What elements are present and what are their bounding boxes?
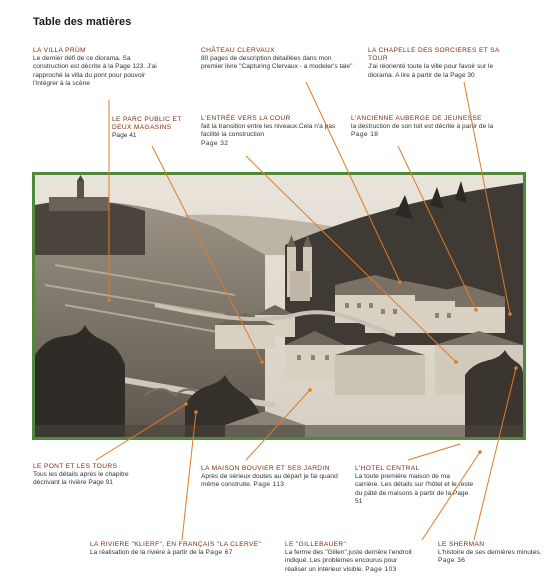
callout-gillebauer — [285, 541, 415, 574]
callout-villa-prum — [33, 47, 161, 88]
leader-hotel — [408, 444, 460, 460]
callout-chateau — [201, 47, 353, 72]
callout-heading: LE "GILLEBAUER" — [285, 541, 347, 548]
callout-text: Le dernier défi de ce diorama. Sa construction est décrite à la Page 123. J'ai rapproché la villa du pont pour pouvoir l'intégrer à la scène — [33, 55, 157, 87]
callout-heading: LE SHERMAN — [438, 541, 485, 548]
callout-text: Tous les détails après le chapitre décrivant la rivière Page 91 — [33, 471, 129, 487]
village-photo — [32, 172, 526, 440]
callout-text: 80 pages de description détaillées dans mon premier livre "Capturing Clervaux - a modeler's tale" — [201, 55, 353, 71]
callout-heading: LA CHAPELLE DES SORCIERES ET SA TOUR — [368, 47, 500, 63]
callout-sherman — [438, 541, 542, 566]
callout-heading: L'ENTRÉE VERS LA COUR — [201, 115, 291, 122]
callout-chapelle — [368, 47, 518, 80]
callout-page-ref: Page 32 — [201, 139, 229, 147]
callout-heading: LE PONT ET LES TOURS — [33, 463, 118, 470]
callout-heading: L'ANCIENNE AUBERGE DE JEUNESSE — [351, 115, 482, 122]
callout-text: Après de sérieux doutes au départ je fai quand même construite. — [201, 473, 338, 489]
callout-pont — [33, 463, 153, 488]
callout-text: L'histoire de ses dernières minutes. — [438, 549, 542, 557]
callout-page-ref: Page 18 — [351, 131, 379, 139]
callout-heading: LA MAISON BOUVIER ET SES JARDIN — [201, 465, 330, 472]
callout-bouvier — [201, 465, 351, 490]
callout-page-ref: Page 113 — [253, 481, 285, 489]
callout-heading: CHÂTEAU CLERVAUX — [201, 47, 275, 54]
callout-entree — [201, 115, 343, 148]
callout-text: La ferme des "Gillen",juste derrière l'endroit indiqué. Les problèmes encourus pour réaliser un intérieur visible. — [285, 549, 412, 573]
callout-text: Page 41 — [112, 132, 137, 140]
callout-parc — [112, 116, 194, 141]
callout-heading: LA VILLA PRÜM — [33, 47, 86, 54]
callout-heading: LA RIVIERE "KLIERF", EN FRANÇAIS "LA CLERVE" — [90, 541, 262, 548]
callout-page-ref: Page 36 — [438, 557, 466, 565]
callout-heading: LE PARC PUBLIC ET DEUX MAGASINS — [112, 116, 182, 132]
page-title: Table des matières — [33, 16, 132, 28]
callout-page-ref: Page 103 — [365, 565, 397, 573]
callout-text: La réalisation de la rivière à partir de la — [90, 549, 204, 557]
village-photo-illustration — [35, 175, 523, 437]
callout-text: La toute première maison de ma carrière. Les détails sur l'hôtel et le reste du pâté de maisons à partir de la Page 51 — [355, 473, 474, 505]
callout-page-ref: Page 67 — [205, 549, 233, 557]
callout-auberge — [351, 115, 501, 140]
callout-heading: L'HOTEL CENTRAL — [355, 465, 420, 472]
callout-text: J'ai réorienté toute la ville pour favoir sur le diorama. A lire à partir de la Page 30 — [368, 63, 494, 79]
callout-text: la destruction de son toit est décrite à partir de la — [351, 123, 494, 131]
callout-text: fait la transition entre les niveaux.Cela n'a pas facilité la construction — [201, 123, 336, 139]
callout-riviere — [90, 541, 280, 557]
callout-hotel — [355, 465, 475, 506]
